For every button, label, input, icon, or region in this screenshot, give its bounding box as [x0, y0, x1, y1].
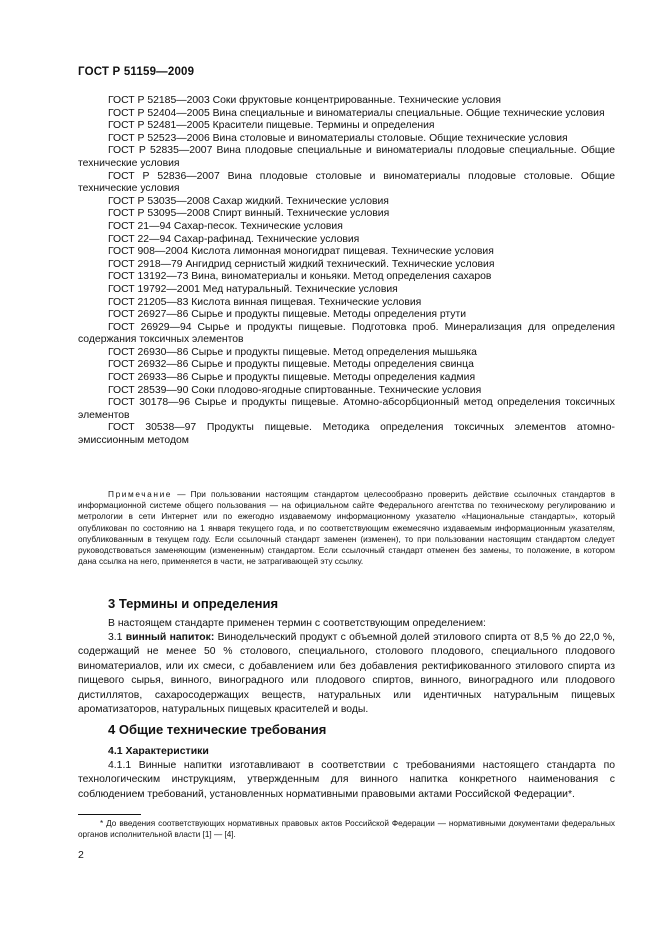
reference-item: ГОСТ 30538—97 Продукты пищевые. Методика определения токсичных элементов атомно-эмиссионным методом: [78, 422, 615, 447]
reference-item: ГОСТ Р 53035—2008 Сахар жидкий. Технические условия: [108, 195, 389, 207]
note-label: Примечание: [108, 489, 173, 499]
footnote-separator: [78, 814, 141, 815]
footnote: * До введения соответствующих нормативных правовых актов Российской Федерации — нормативными документами федеральных органов исполнительной власти [1] — [4].: [78, 819, 615, 839]
reference-item: ГОСТ 21—94 Сахар-песок. Технические условия: [108, 220, 343, 232]
document-header: ГОСТ Р 51159—2009: [78, 66, 195, 78]
reference-item: ГОСТ 30178—96 Сырье и продукты пищевые. Атомно-абсорбционный метод определения токсичных элементов: [78, 397, 615, 421]
reference-item: ГОСТ 26933—86 Сырье и продукты пищевые. Методы определения кадмия: [108, 372, 476, 384]
reference-item: ГОСТ 13192—73 Вина, виноматериалы и коньяки. Метод определения сахаров: [108, 271, 492, 283]
reference-item: ГОСТ 22—94 Сахар-рафинад. Технические условия: [108, 233, 360, 245]
subsection-4-1-heading: 4.1 Характеристики: [108, 745, 209, 757]
reference-item: ГОСТ Р 52481—2005 Красители пищевые. Термины и определения: [108, 120, 435, 132]
reference-item: ГОСТ 28539—90 Соки плодово-ягодные спиртованные. Технические условия: [108, 384, 482, 396]
section-3-intro: В настоящем стандарте применен термин с соответствующим определением:: [108, 618, 486, 629]
reference-item: ГОСТ 908—2004 Кислота лимонная моногидрат пищевая. Технические условия: [108, 246, 494, 258]
section-3-heading: 3 Термины и определения: [108, 596, 279, 611]
reference-item: ГОСТ 26932—86 Сырье и продукты пищевые. Методы определения свинца: [108, 359, 474, 371]
reference-item: ГОСТ Р 52185—2003 Соки фруктовые концентрированные. Технические условия: [108, 95, 502, 106]
reference-item: ГОСТ 26930—86 Сырье и продукты пищевые. Метод определения мышьяка: [108, 346, 477, 358]
normative-references-list: [78, 95, 615, 448]
reference-item: ГОСТ 19792—2001 Мед натуральный. Технические условия: [108, 283, 398, 295]
note-text: — При пользовании настоящим стандартом целесообразно проверить действие ссылочных стандартов в информационной системе общего пользования — на официальном сайте Федерального агентства по техническому регулированию и метрологии в сети Интернет или по ежегодно издаваемому информационному указателю «Национальные стандарты», который опубликован по состоянию на 1 января текущего года, и по соответствующим ежемесячно издаваемым информационным указателям, опубликованным в текущем году. Если ссылочный стандарт заменен (изменен), то при пользовании настоящим стандартом следует руководствоваться заменяющим (измененным) стандартом. Если ссылочный стандарт отменен без замены, то положение, в котором дана ссылка на него, применяется в части, не затрагивающей эту ссылку.: [78, 489, 615, 567]
reference-item: ГОСТ Р 52404—2005 Вина специальные и виноматериалы специальные. Общие технические условия: [108, 107, 605, 119]
reference-item: ГОСТ 2918—79 Ангидрид сернистый жидкий технический. Технические условия: [108, 258, 495, 270]
term-number: 3.1: [108, 632, 126, 643]
reference-item: ГОСТ 26929—94 Сырье и продукты пищевые. Подготовка проб. Минерализация для определения содержания токсичных элементов: [78, 321, 615, 346]
term-definition-text: Винодельческий продукт с объемной долей этилового спирта от 8,5 % до 22,0 %, содержащий не менее 50 % столового, специального, столового плодового, специального плодового виноматериалов, или их смеси, с добавлением или без добавления ректификованного этилового спирта из пищевого сырья, винного, виноградного или плодового спиртов, винного, виноградного или плодового дистиллятов, сахаросодержащих веществ, натуральных или идентичных натуральным пищевых ароматизаторов, натуральных пищевых красителей и воды.: [78, 632, 615, 716]
note-paragraph: [78, 489, 615, 567]
section-4-heading: 4 Общие технические требования: [108, 722, 327, 737]
page-number: 2: [78, 849, 84, 861]
term-definition: [78, 631, 615, 717]
reference-item: ГОСТ 26927—86 Сырье и продукты пищевые. Методы определения ртути: [108, 309, 467, 321]
paragraph-4-1-1: 4.1.1 Винные напитки изготавливают в соответствии с требованиями настоящего стандарта по технологическим инструкциям, утвержденным для винного напитка конкретного наименования с соблюдением требований, установленных нормативными правовыми актами Российской Федерации*.: [78, 760, 615, 800]
reference-item: ГОСТ Р 52835—2007 Вина плодовые специальные и виноматериалы плодовые специальные. Общие технические условия: [78, 145, 615, 169]
reference-item: ГОСТ Р 52523—2006 Вина столовые и виноматериалы столовые. Общие технические условия: [108, 132, 568, 144]
reference-item: ГОСТ 21205—83 Кислота винная пищевая. Технические условия: [108, 296, 422, 308]
term-name: винный напиток:: [125, 632, 215, 643]
reference-item: ГОСТ Р 53095—2008 Спирт винный. Технические условия: [108, 208, 390, 220]
reference-item: ГОСТ Р 52836—2007 Вина плодовые столовые и виноматериалы плодовые столовые. Общие технические условия: [78, 170, 615, 195]
